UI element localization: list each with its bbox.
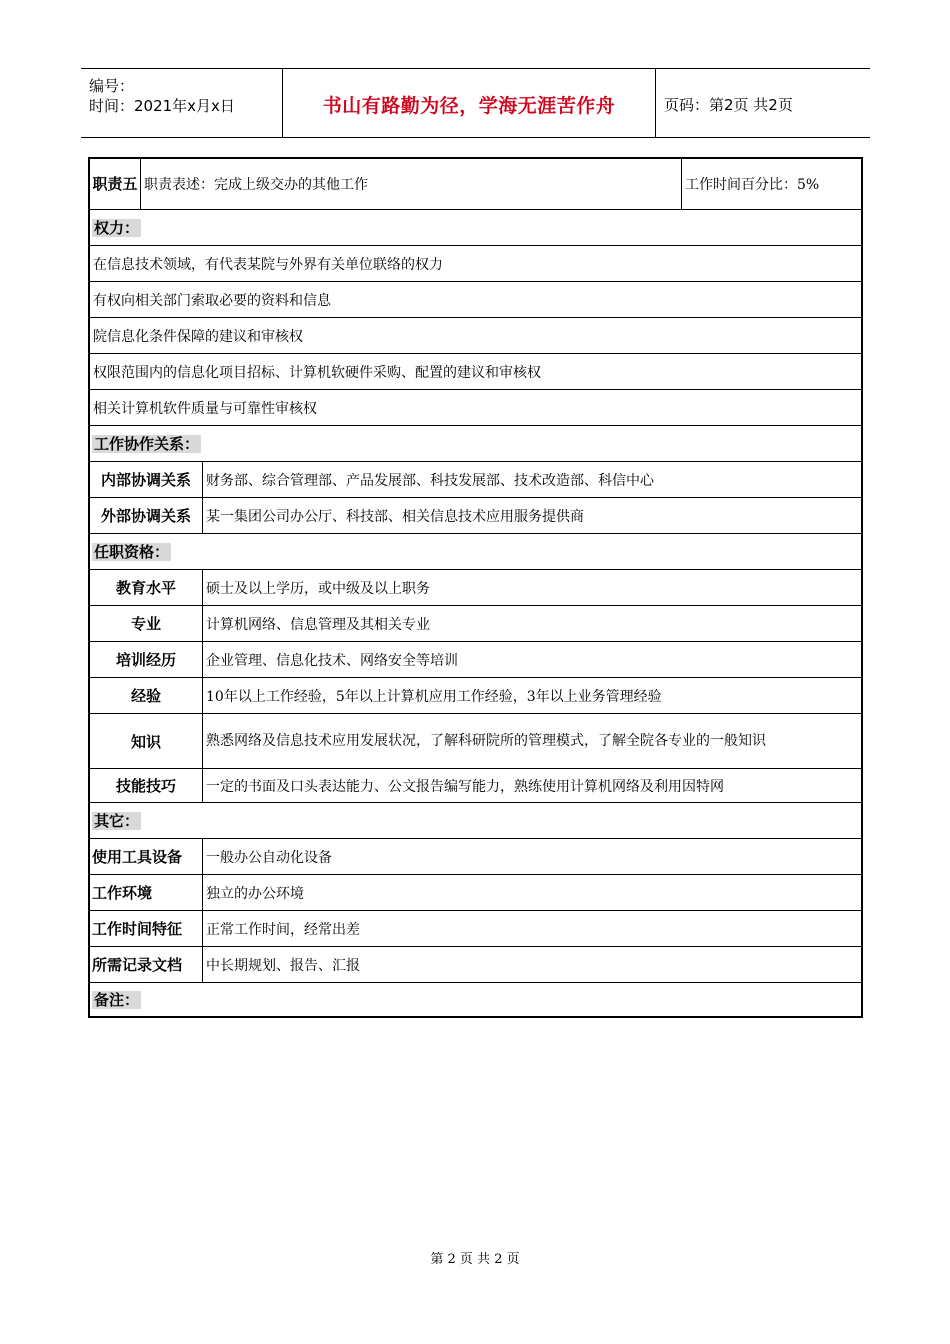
qualification-label: 经验 [130,687,161,705]
page-footer: 第 2 页 共 2 页 [430,1252,520,1267]
qualification-value: 计算机网络、信息管理及其相关专业 [202,606,861,641]
qualification-value: 熟悉网络及信息技术应用发展状况，了解科研院所的管理模式，了解全院各专业的一般知识 [202,714,861,768]
doc-date-label: 时间：2021年x月x日 [89,97,235,115]
header-motto-cell [283,69,656,137]
qualification-label: 教育水平 [115,579,176,597]
collaboration-row [90,462,861,498]
qualification-label: 专业 [130,615,161,633]
header-left-cell [81,69,283,137]
power-item-text: 在信息技术领域，有代表某院与外界有关单位联络的权力 [93,256,443,273]
qualification-value: 企业管理、信息化技术、网络安全等培训 [202,642,861,677]
header-page-cell [656,69,870,137]
other-section-header [90,803,861,839]
qualification-value: 10年以上工作经验，5年以上计算机应用工作经验，3年以上业务管理经验 [202,678,861,713]
other-row [90,875,861,911]
power-item [90,318,861,354]
qualification-row [90,769,861,803]
collaboration-value: 某一集团公司办公厅、科技部、相关信息技术应用服务提供商 [202,498,861,533]
collaboration-section-header [90,426,861,462]
qualification-section-header [90,534,861,570]
other-value: 中长期规划、报告、汇报 [202,947,861,982]
power-item [90,246,861,282]
power-item-text: 权限范围内的信息化项目招标、计算机软硬件采购、配置的建议和审核权 [93,364,541,381]
remarks-section-header [90,983,861,1016]
other-label: 所需记录文档 [92,956,183,974]
qualification-value: 硕士及以上学历，或中级及以上职务 [202,570,861,605]
qualification-row [90,678,861,714]
collaboration-label: 外部协调关系 [100,507,191,525]
qualification-row [90,606,861,642]
other-value: 一般办公自动化设备 [202,839,861,874]
qualification-row [90,714,861,769]
header-page-number: 页码：第2页 共2页 [664,96,793,114]
page-header [81,68,870,138]
power-item-text: 相关计算机软件质量与可靠性审核权 [93,400,317,417]
qualification-label: 培训经历 [115,651,176,669]
job-description-table [88,157,863,1018]
collaboration-section-title: 工作协作关系： [94,434,200,453]
qualification-row [90,642,861,678]
collaboration-label: 内部协调关系 [100,471,191,489]
other-value: 独立的办公环境 [202,875,861,910]
doc-code-label: 编号： [89,77,135,95]
qualification-row [90,570,861,606]
qualification-label: 技能技巧 [115,777,176,795]
remarks-section-title: 备注： [94,990,140,1009]
collaboration-value: 财务部、综合管理部、产品发展部、科技发展部、技术改造部、科信中心 [202,462,861,497]
qualification-value: 一定的书面及口头表达能力、公文报告编写能力，熟练使用计算机网络及利用因特网 [202,769,861,802]
other-label: 工作时间特征 [92,920,183,938]
duty-row [90,159,861,210]
other-label: 使用工具设备 [92,848,183,866]
other-value: 正常工作时间，经常出差 [202,911,861,946]
qualification-label: 知识 [130,732,161,751]
power-item [90,282,861,318]
power-item-text: 院信息化条件保障的建议和审核权 [93,328,303,345]
power-section-title: 权力： [94,218,140,237]
power-section-header [90,210,861,246]
power-item [90,390,861,426]
other-row [90,947,861,983]
duty-label: 职责五 [92,175,138,193]
duty-description: 职责表述：完成上级交办的其他工作 [140,159,681,209]
qualification-section-title: 任职资格： [94,542,170,561]
header-motto: 书山有路勤为径，学海无涯苦作舟 [322,95,616,117]
collaboration-row [90,498,861,534]
other-label: 工作环境 [92,884,153,902]
power-item-text: 有权向相关部门索取必要的资料和信息 [93,292,331,309]
other-row [90,911,861,947]
power-item [90,354,861,390]
duty-time-percent: 工作时间百分比：5% [681,159,861,209]
other-section-title: 其它： [94,811,140,830]
other-row [90,839,861,875]
